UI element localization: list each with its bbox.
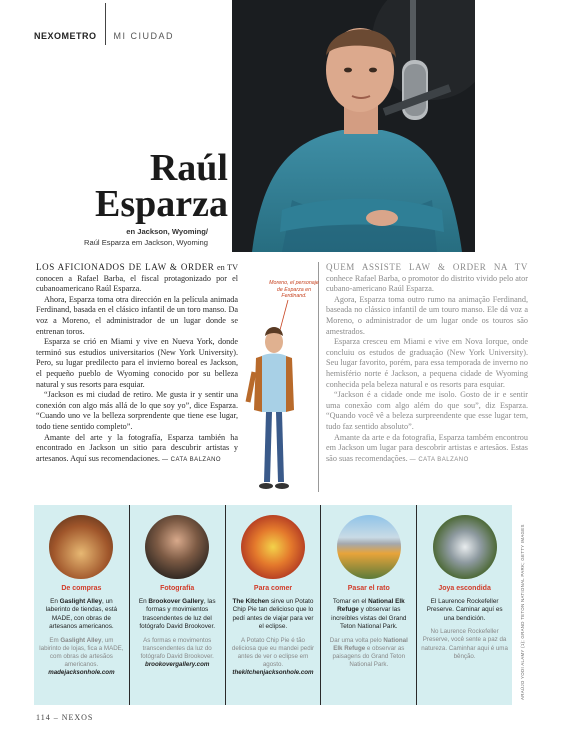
photo-credit: ARAÚJO YODI ALAMY (1); GRAND TETON NATIONAL PARK; GETTY IMAGES (520, 524, 525, 700)
category-label: Joya escondida (438, 585, 491, 592)
recommendations-band (34, 505, 512, 705)
paragraph: Esparza se crió en Miami y vive en Nueva York, donde terminó sus estudios universitarios (New York University). Pero, su lugar predilecto para el invierno boreal es Jackson, el pequeño pueblo de Wyoming conocido por su belleza natural y sus resorts para esquiar. (36, 337, 238, 389)
text-body: y observar las increíbles vistas del Grand Teton National Park. (331, 606, 407, 631)
header-divider (105, 3, 106, 45)
page-number: 114 (36, 713, 51, 722)
lead-text: conhece Rafael Barba, o promotor do distrito vivido pelo ator cubano-americano Raúl Esparza. (326, 273, 528, 294)
paragraph: Agora, Esparza toma outro rumo na animação Ferdinand, baseada no clássico infantil de um touro manso. Ele dá voz a Moreno, o administrador de um lugar onde os touros são amestrados. (326, 294, 528, 336)
text-body: , um labirinto de lojas, fica a MADE, com obras de artesãos americanos. (39, 636, 124, 669)
text-spanish (230, 598, 317, 632)
figure-caption: Moreno, el personaje de Esparza en Ferdinand. (269, 280, 319, 300)
portrait-photo (232, 0, 475, 252)
article-subtitle (30, 226, 208, 248)
category-label: Pasar el rato (347, 585, 390, 592)
text-prefix: En (50, 598, 60, 605)
category-label: De compras (61, 585, 102, 592)
text-spanish (134, 598, 221, 632)
category-label: Fotografía (160, 585, 195, 592)
paragraph-closing (36, 433, 238, 466)
recommendation-photography (130, 505, 226, 705)
text-body: sirve un Potato Chip Pie tan delicioso que lo pedí antes de viajar para ver el eclipse. (232, 598, 314, 631)
place-name: National Elk Refuge (333, 636, 408, 652)
text-spanish: El Laurence Rockefeller Preserve. Caminar aquí es una bendición. (426, 598, 503, 622)
landscape-photo (337, 515, 401, 579)
food-photo (241, 515, 305, 579)
paragraph: Ahora, Esparza toma otra dirección en la película animada Ferdinand, basada en el clásico infantil de un toro manso. Da voz a Moreno, el administrador de un lugar donde se entrenan toros. (36, 294, 238, 336)
byline: — CATA BALZANO (409, 456, 469, 463)
category-label: Para comer (253, 585, 293, 592)
place-name: National Elk Refuge (337, 598, 405, 614)
text-body: As formas e movimentos transcendentes da luz do fotógrafo David Brookover. (140, 636, 214, 661)
section-header (34, 28, 174, 44)
text-body: , las formas y movimientos trascendentes de luz del fotógrafo David Brookover. (139, 598, 216, 631)
lead-caps: QUEM ASSISTE LAW & ORDER NA TV (326, 262, 528, 272)
text-body: , un laberinto de tiendas, está MADE, con obras de artesanos americanos. (45, 598, 118, 631)
recommendation-shopping (34, 505, 130, 705)
article-column-spanish (36, 262, 238, 465)
text-portuguese (38, 637, 125, 670)
subtitle-portuguese: Raúl Esparza em Jackson, Wyoming (83, 238, 208, 247)
recommendation-food (226, 505, 322, 705)
text-prefix: Dar uma volta pelo (329, 636, 384, 644)
text-prefix: En (138, 598, 149, 605)
title-line-last: Esparza (95, 183, 228, 225)
character-figure (244, 272, 318, 502)
shopping-photo (49, 515, 113, 579)
text-spanish (38, 598, 125, 632)
subtitle-spanish: en Jackson, Wyoming/ (126, 227, 208, 236)
title-line-first: Raúl (149, 147, 228, 189)
text-spanish (325, 598, 412, 632)
text-portuguese (325, 637, 412, 670)
portrait-illustration (232, 0, 475, 252)
text-body: A Potato Chip Pie é tão deliciosa que eu mandei pedir antes de ver o eclipse em agosto. (231, 636, 315, 669)
paragraph: “Jackson é a cidade onde me isolo. Gosto de ir e sentir uma conexão com algo além do que sou”, diz Esparza. “Quando você vê a beleza surpreendente que esse lugar tem, tudo faz sentido absoluto”. (326, 390, 528, 431)
byline: — CATA BALZANO (161, 456, 222, 463)
text-body: e observar as paisagens do Grand Teton National Park. (332, 644, 406, 669)
place-name: Brookover Gallery (148, 598, 204, 605)
magazine-name: NEXOS (61, 713, 94, 722)
place-name: The Kitchen (232, 598, 270, 605)
text-prefix: Em (49, 636, 61, 644)
text-prefix: Tomar en el (332, 598, 369, 605)
place-name: Gaslight Alley (59, 598, 103, 605)
recommendation-leisure (321, 505, 417, 705)
text-portuguese (134, 637, 221, 662)
place-name: Gaslight Alley (60, 636, 102, 644)
paragraph-closing (326, 433, 528, 466)
text-portuguese (230, 637, 317, 670)
website-link[interactable]: madejacksonhole.com (48, 669, 115, 677)
page-footer (36, 713, 93, 722)
recommendation-hidden-gem (417, 505, 512, 705)
photographer-photo (145, 515, 209, 579)
paragraph: Esparza cresceu em Miami e vive em Nova Iorque, onde concluiu os estudos de graduação (New York University). Seu lugar favorito, porém, para essa temporada de inverno no hemisfério norte é Jackson, a pequena cidade de Wyoming conhecida pela beleza natural e os resorts para esquiar. (326, 337, 528, 389)
paragraph: “Jackson es mi ciudad de retiro. Me gusta ir y sentir una conexión con algo más allá de lo que soy yo”, dice Esparza. “Cuando uno ve la belleza sorprendente que tiene ese lugar, todo tiene sentido completo”. (36, 390, 238, 431)
moreno-character-illustration (244, 272, 318, 502)
subsection-name: MI CIUDAD (113, 31, 175, 41)
section-name: NEXOMETRO (34, 31, 97, 41)
lead-caps: LOS AFICIONADOS DE LAW & ORDER (36, 262, 215, 272)
paragraph-text: Amante da arte e da fotografia, Esparza também encontrou em Jackson um lugar para descobrir artistas e artesãos. Estas são suas recomendações. (326, 432, 528, 463)
article-title (40, 147, 228, 225)
lead-paragraph (36, 262, 238, 295)
waterfall-photo (433, 515, 497, 579)
footer-separator: – (53, 713, 59, 722)
lead-text: en TV conocen a Rafael Barba, el fiscal protagonizado por el cubanoamericano Raúl Esparza. (36, 263, 239, 294)
article-column-portuguese (326, 262, 528, 465)
website-link[interactable]: thekitchenjacksonhole.com (232, 669, 314, 677)
paragraph-text: Amante del arte y la fotografía, Esparza también ha encontrado en Jackson un sitio para descubrir artistas y artesanos. Aquí sus recomendaciones. (36, 432, 238, 463)
website-link[interactable]: brookovergallery.com (144, 661, 210, 669)
text-portuguese: No Laurence Rockefeller Preserve, você sente a paz da natureza. Caminhar aqui é uma bênção. (421, 628, 508, 660)
lead-paragraph (326, 262, 528, 295)
